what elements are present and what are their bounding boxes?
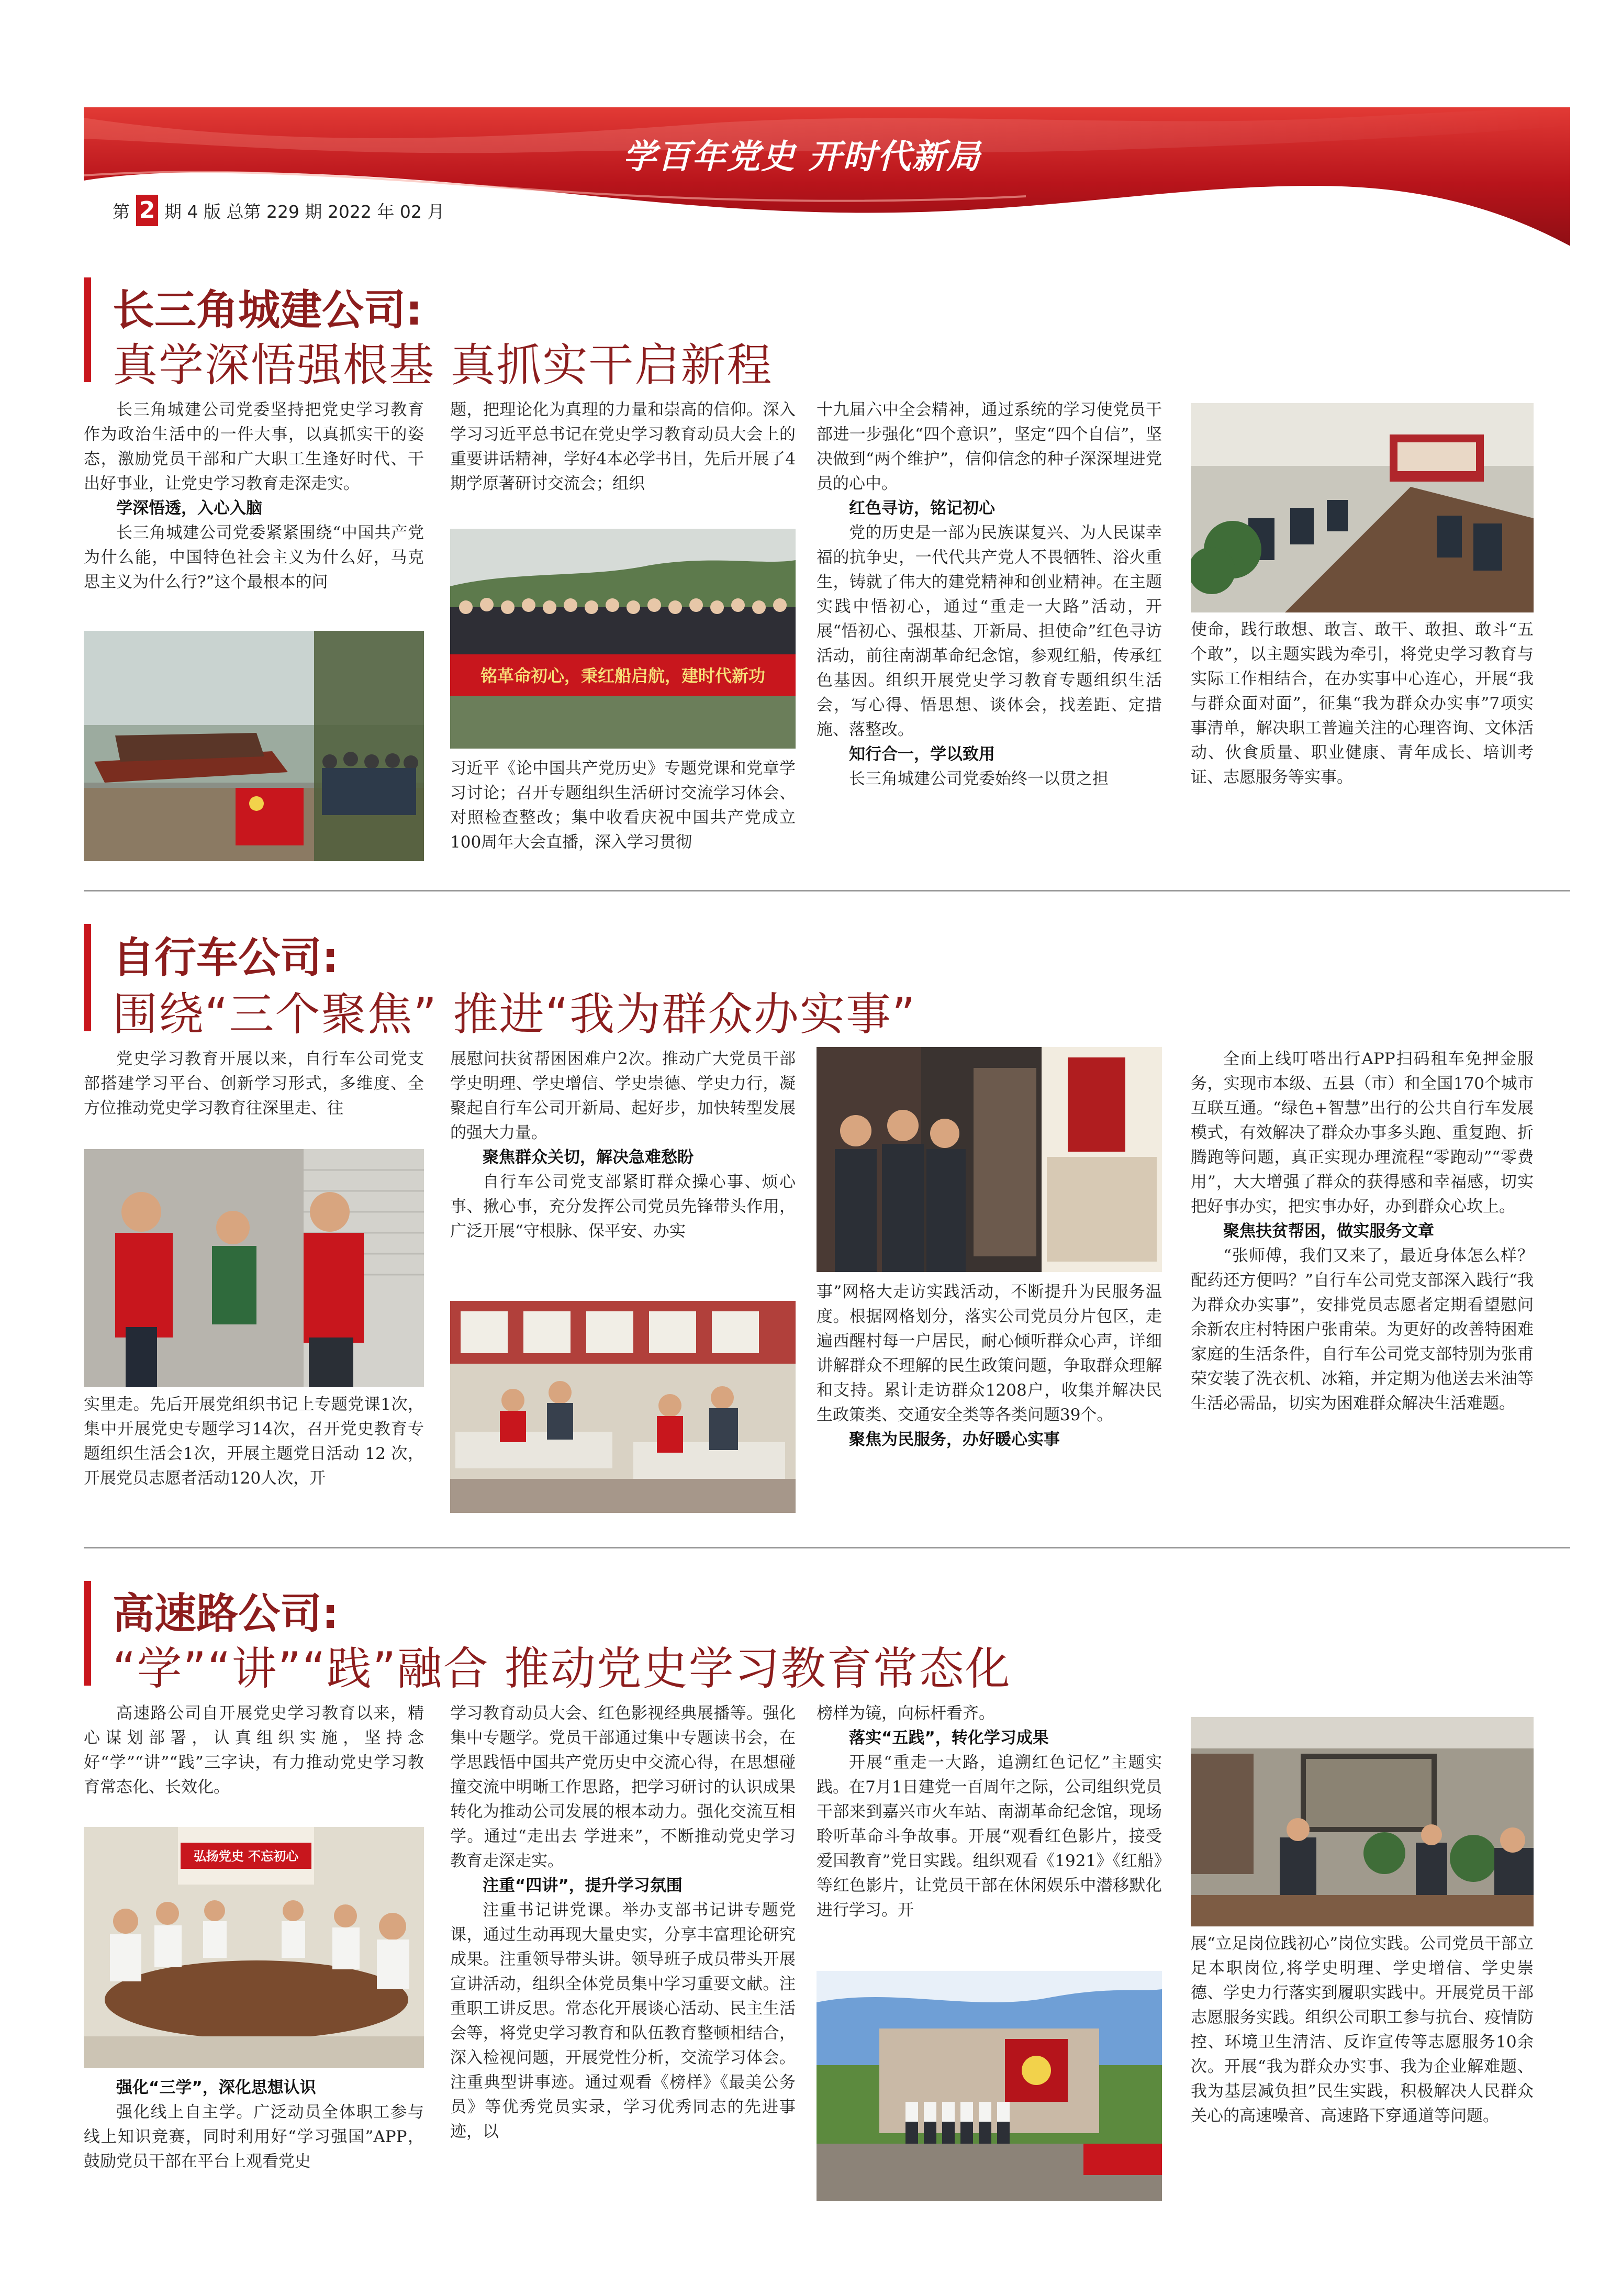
subheading: 强化“三学”，深化思想认识 [116,2078,316,2097]
paragraph: 高速路公司自开展党史学习教育以来，精心谋划部署，认真组织实施，坚持念好“学”“讲”“践”三字诀，有力推动党史学习教育常态化、长效化。 [84,1704,424,1797]
paragraph: 注重书记讲党课。举办支部书记讲专题党课，通过生动再现大量史实，分享丰富理论研究成果。注重领导带头讲。领导班子成员带头开展宣讲活动，组织全体党员集中学习重要文献。注重职工讲反思。常态化开展谈心活动、民主生活会等，将党史学习教育和队伍教育整顿相结合，深入检视问题，开展党性分析，交流学习体会。注重典型讲事迹。通过观看《榜样》《最美公务员》等优秀党员实录，学习优秀同志的先进事迹，以 [450,1901,796,2141]
photo-meeting-room [1191,403,1534,612]
issue-number-badge: 2 [136,195,158,226]
paragraph: 长三角城建公司党委始终一以贯之担 [849,770,1109,788]
paragraph: 自行车公司党支部紧盯群众操心事、烦心事、揪心事，充分发挥公司党员先锋带头作用，广泛开展“守根脉、保平安、办实 [450,1173,796,1241]
subheading: 落实“五践”，转化学习成果 [849,1729,1049,1747]
section1-col2b [450,756,796,861]
header-slogan: 学百年党史 开时代新局 [623,138,981,176]
section3-col2 [450,1701,796,2217]
photo-volunteers [84,1149,424,1387]
section-divider-1 [84,890,1570,891]
section3-title: 高速路公司: [113,1589,339,1638]
paragraph: 长三角城建公司党委坚持把党史学习教育作为政治生活中的一件大事，以真抓实干的姿态，激励党员干部和广大职工生逢好时代、干出好事业，让党史学习教育走深走实。 [84,400,424,493]
section3-col1b [84,2076,424,2217]
subheading: 聚焦为民服务，办好暖心实事 [849,1430,1060,1449]
paragraph: 展慰问扶贫帮困困难户2次。推动广大党员干部学史明理、学史增信、学史崇德、学史力行，凝聚起自行车公司开新局、起好步，加快转型发展的强大力量。 [450,1050,796,1142]
section2-col1a [84,1047,424,1146]
photo-group-banner [450,529,796,749]
paragraph: 强化线上自主学。广泛动员全体职工参与线上知识竞赛，同时利用好“学习强国”APP，鼓励党员干部在平台上观看党史 [84,2103,424,2171]
section2-subtitle: 围绕“三个聚焦” 推进“我为群众办实事” [113,988,916,1041]
photo-exhibition-hall [817,1047,1162,1272]
paragraph: 党史学习教育开展以来，自行车公司党支部搭建学习平台、创新学习形式，多维度、全方位推动党史学习教育往深里走、往 [84,1050,424,1118]
issue-details: 期 4 版 总第 229 期 2022 年 02 月 [164,201,445,222]
section2-title: 自行车公司: [113,933,339,982]
subheading: 注重“四讲”，提升学习氛围 [483,1876,683,1895]
section3-subtitle: “学”“讲”“践”融合 推动党史学习教育常态化 [113,1643,1011,1695]
section-divider-2 [84,1547,1570,1548]
paragraph: 题，把理论化为真理的力量和崇高的信仰。深入学习习近平总书记在党史学习教育动员大会上的重要讲话精神，学好4本必学书目，先后开展了4期学原著研讨交流会；组织 [450,400,796,493]
subheading: 聚焦群众关切，解决急难愁盼 [483,1148,694,1167]
paragraph: 开展“重走一大路，追溯红色记忆”主题实践。在7月1日建党一百周年之际，公司组织党员干部来到嘉兴市火车站、南湖革命纪念馆，现场聆听革命斗争故事。开展“观看红色影片，接受爱国教育”党日实践。组织观看《1921》《红船》等红色影片，让党员干部在休闲娱乐中潜移默化进行学习。开 [817,1753,1162,1920]
section1-accent-bar [84,277,91,382]
section2-col3 [817,1280,1162,1510]
section1-title: 长三角城建公司: [113,286,422,335]
subheading: 红色寻访，铭记初心 [849,499,995,518]
photo-banner-text: 铭革命初心，秉红船启航，建时代新功 [480,666,766,686]
paragraph: 榜样为镜，向标杆看齐。 [817,1704,995,1723]
section2-col1b [84,1392,424,1518]
paragraph: 习近平《论中国共产党历史》专题党课和党章学习讨论；召开专题组织生活研讨交流学习体会、对照检查整改；集中收看庆祝中国共产党成立100周年大会直播，深入学习贯彻 [450,759,796,852]
issue-prefix: 第 [113,201,130,222]
paragraph: 展“立足岗位践初心”岗位实践。公司党员干部立足本职岗位,将学史明理、学史增信、学史崇德、学史力行落实到履职实践中。开展党员干部志愿服务实践。组织公司职工参与抗台、疫情防控、环境卫生清洁、反诈宣传等志愿服务10余次。开展“我为群众办实事、我为企业解难题、我为基层减负担”民生实践，积极解决人民群众关心的高速噪音、高速路下穿通道等问题。 [1191,1934,1534,2125]
paragraph: 学习教育动员大会、红色影视经典展播等。强化集中专题学。党员干部通过集中专题读书会，在学思践悟中国共产党历史中交流心得，在思想碰撞交流中明晰工作思路，把学习研讨的认识成果转化为推动公司发展的根本动力。强化交流互相学。通过“走出去 学进来”，不断推动党史学习教育走深走实。 [450,1704,796,1870]
section1-col1 [84,398,424,623]
section1-col4 [1191,618,1534,861]
section3-col4 [1191,1932,1534,2217]
issue-info [113,195,444,226]
section2-accent-bar [84,924,91,1031]
photo-study-meeting [84,1827,424,2068]
paragraph: “张师傅，我们又来了，最近身体怎么样？配药还方便吗？”自行车公司党支部深入践行“我为群众办实事”，安排党员志愿者定期看望慰问余新农庄村特困户张甫荣。为更好的改善特困难家庭的生活条件，自行车公司党支部特别为张甫荣安装了洗衣机、冰箱，并定期为他送去米油等生活必需品，切实为困难群众解决生活难题。 [1191,1246,1534,1413]
subheading: 学深悟透，入心入脑 [116,499,262,518]
paragraph: 使命，践行敢想、敢言、敢干、敢担、敢斗“五个敢”，以主题实践为牵引，将党史学习教育与实际工作相结合，在办实事中心连心，开展“我与群众面对面”，征集“我为群众办实事”7项实事清单，解决职工普遍关注的心理咨询、文体活动、伙食质量、职业健康、青年成长、培训考证、志愿服务等实事。 [1191,620,1534,787]
photo-banner-text-2: 弘扬党史 不忘初心 [193,1849,299,1864]
photo-memorial-group [817,1971,1162,2201]
section1-col2a [450,398,796,521]
section3-accent-bar [84,1581,91,1686]
section2-col2 [450,1047,796,1293]
section3-col3 [817,1701,1162,1958]
photo-red-boat-group [84,631,424,861]
subheading: 聚焦扶贫帮困，做实服务文章 [1223,1222,1434,1241]
section3-col1a [84,1701,424,1822]
subheading: 知行合一，学以致用 [849,745,995,764]
paragraph: 党的历史是一部为民族谋复兴、为人民谋幸福的抗争史，一代代共产党人不畏牺牲、浴火重生，铸就了伟大的建党精神和创业精神。在主题实践中悟初心，通过“重走一大路”活动，开展“悟初心、强根基、开新局、担使命”红色寻访活动，前往南湖革命纪念馆，参观红船，传承红色基因。组织开展党史学习教育专题组织生活会，写心得、悟思想、谈体会，找差距、定措施、落整改。 [817,523,1162,739]
paragraph: 实里走。先后开展党组织书记上专题党课1次，集中开展党史专题学习14次，召开党史教育专题组织生活会1次，开展主题党日活动 12 次，开展党员志愿者活动120人次，开 [84,1395,424,1488]
paragraph: 长三角城建公司党委紧紧围绕“中国共产党为什么能，中国特色社会主义为什么好，马克思主义为什么行?”这个最根本的问 [84,523,424,592]
photo-visit-elderly [450,1301,796,1513]
paragraph: 事”网格大走访实践活动，不断提升为民服务温度。根据网格划分，落实公司党员分片包区，走遍西醒村每一户居民，耐心倾听群众心声，详细讲解群众不理解的民生政策问题，争取群众理解和支持。累计走访群众1208户，收集并解决民生政策类、交通安全类等各类问题39个。 [817,1283,1162,1424]
section1-subtitle: 真学深悟强根基 真抓实干启新程 [113,339,773,392]
paragraph: 全面上线叮嗒出行APP扫码租车免押金服务，实现市本级、五县（市）和全国170个城市互联互通。“绿色+智慧”出行的公共自行车发展模式，有效解决了群众办事多头跑、重复跑、折腾跑等问题，真正实现办理流程“零跑动”“零费用”，大大增强了群众的获得感和幸福感，切实把好事办实，把实事办好，办到群众心坎上。 [1191,1050,1534,1216]
section2-col4 [1191,1047,1534,1518]
photo-film-screening [1191,1717,1534,1926]
section1-col3 [817,398,1162,861]
paragraph: 十九届六中全会精神，通过系统的学习使党员干部进一步强化“四个意识”，坚定“四个自信”，坚决做到“两个维护”，信仰信念的种子深深埋进党员的心中。 [817,400,1162,493]
